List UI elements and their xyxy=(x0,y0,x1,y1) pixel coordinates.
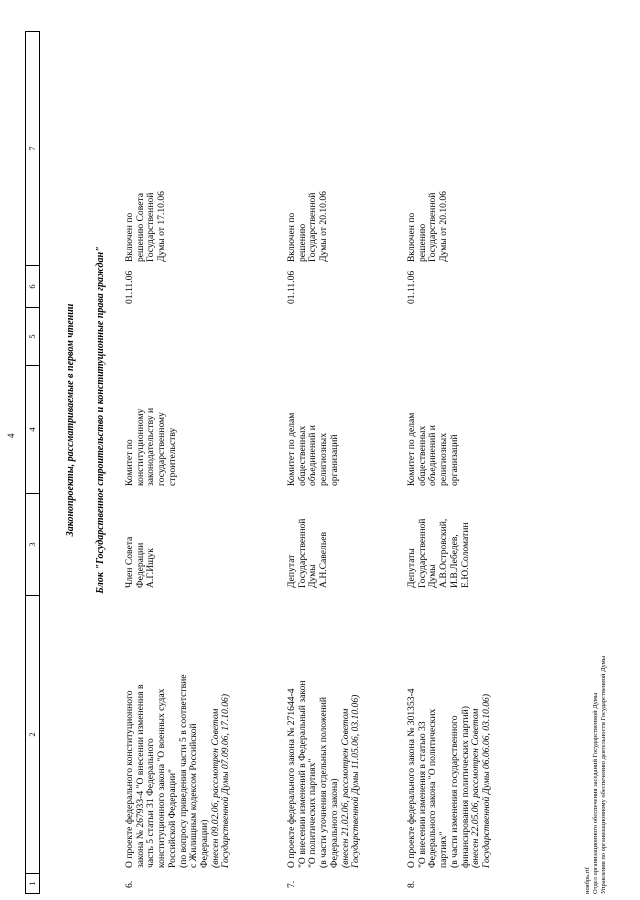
status-line: Государственной xyxy=(145,192,157,262)
col-num-1: 1 xyxy=(26,873,39,893)
bill-description xyxy=(287,610,362,868)
status-line: Включен по xyxy=(286,212,297,262)
footer-filename: ноябрь.rtf xyxy=(584,867,591,894)
committee-line: законодательству и xyxy=(145,407,157,486)
inclusion-status xyxy=(125,172,168,262)
bill-description xyxy=(407,610,493,868)
bill-description xyxy=(125,610,232,868)
committee-line: организаций xyxy=(448,434,460,486)
committee-line: Комитет по делам xyxy=(286,412,297,486)
status-line: решению Совета xyxy=(134,192,146,262)
bill-title-line: "О внесении изменения в статью 33 xyxy=(416,721,428,868)
status-line: Включен по xyxy=(124,212,135,262)
row-number: 7. xyxy=(286,880,297,888)
author-line: Думы xyxy=(427,564,439,588)
bill-title-line: закона № 267933-4 "О внесении изменения в xyxy=(134,684,146,868)
col-num-2: 2 xyxy=(26,595,39,873)
bill-author xyxy=(407,494,471,588)
bill-title-line: О проекте федерального закона № 301353-4 xyxy=(406,688,417,868)
author-line: А.Н.Савельев xyxy=(318,532,330,588)
inclusion-status xyxy=(287,172,330,262)
bill-title-line: Федерации) xyxy=(198,819,210,868)
bill-title-line: "О политических партиях" xyxy=(307,758,319,868)
bill-author xyxy=(287,494,330,588)
bill-title-line: О проекте федерального закона № 271644-4 xyxy=(286,688,297,868)
author-line: И.В.Лебедев, xyxy=(448,534,460,588)
author-line: Депутаты xyxy=(406,548,417,588)
footer xyxy=(584,656,608,894)
committee-line: общественных xyxy=(416,425,428,486)
bill-note-line: (внесен 09.02.06, рассмотрен Советом xyxy=(209,708,221,868)
committee-line: объединений и xyxy=(427,425,439,486)
author-line: Член Совета xyxy=(124,536,135,588)
committee-line: общественных xyxy=(296,425,308,486)
inclusion-status xyxy=(407,172,450,262)
column-number-row xyxy=(25,31,40,894)
bill-title-line: (в части уточнения отдельных положений xyxy=(318,696,330,868)
bill-title-line: финансирования политических партий) xyxy=(459,706,471,868)
col-num-6: 6 xyxy=(26,265,39,307)
status-line: Думы от 20.10.06 xyxy=(318,191,330,262)
bill-title-line: конституционного закона "О военных судах xyxy=(156,688,168,868)
status-line: Государственной xyxy=(427,192,439,262)
bill-title-line: партиях" xyxy=(438,831,450,868)
author-line: Государственной xyxy=(416,518,428,588)
bill-title-line: Федерального закона) xyxy=(328,778,340,868)
consideration-date: 01.11.06 xyxy=(406,270,417,304)
bill-note-line: (внесен 21.02.06, рассмотрен Советом xyxy=(339,708,351,868)
col-num-5: 5 xyxy=(26,307,39,365)
bill-title-line: Федерального закона "О политических xyxy=(427,708,439,868)
author-line: А.В.Островский, xyxy=(438,518,450,588)
committee-line: Комитет по делам xyxy=(406,412,417,486)
consideration-date: 01.11.06 xyxy=(124,270,135,304)
status-line: Думы от 17.10.06 xyxy=(156,191,168,262)
bill-note-line: Государственной Думы 06.06.06, 03.10.06) xyxy=(480,693,492,868)
row-number: 6. xyxy=(124,880,135,888)
bill-title-line: (в части изменения государственного xyxy=(448,715,460,868)
committee-line: конституционному xyxy=(134,408,146,486)
status-line: решению xyxy=(296,223,308,262)
bill-title-line: с Жилищным кодексом Российской xyxy=(188,723,200,868)
status-line: Думы от 20.10.06 xyxy=(438,191,450,262)
row-number: 8. xyxy=(406,880,417,888)
consideration-date: 01.11.06 xyxy=(286,270,297,304)
bill-title-line: О проекте федерального конституционного xyxy=(124,690,135,868)
status-line: решению xyxy=(416,223,428,262)
page-number: 4 xyxy=(6,433,16,438)
committee-line: религиозных xyxy=(318,432,330,486)
author-line: Государственной xyxy=(296,518,308,588)
committee-line: Комитет по xyxy=(124,439,135,486)
block-title: Блок "Государственное строительство и конституционные права граждан" xyxy=(95,246,106,594)
col-num-7: 7 xyxy=(27,146,37,151)
bill-title-line: Российской Федерации" xyxy=(166,769,178,868)
committee-line: религиозных xyxy=(438,432,450,486)
bill-note-line: (внесен 22.05.06, рассмотрен Советом xyxy=(470,708,482,868)
footer-directorate: Управления по организационному обеспечению деятельности Государственной Думы xyxy=(600,655,607,894)
section-title: Законопроекты, рассматриваемые в первом чтении xyxy=(65,303,76,537)
author-line: Депутат xyxy=(286,554,297,588)
col-num-4: 4 xyxy=(26,365,39,493)
committee-line: организаций xyxy=(328,434,340,486)
bill-title-line: "О внесении изменений в Федеральный закон xyxy=(296,680,308,868)
bill-author xyxy=(125,494,157,588)
bill-title-line: (по вопросу приведения части 5 в соответствие xyxy=(177,674,189,868)
footer-department: Отдел организационного обеспечения заседаний Государственной Думы xyxy=(592,692,599,894)
responsible-committee xyxy=(125,376,179,486)
author-line: Е.Ю.Соломатин xyxy=(459,522,471,588)
committee-line: строительству xyxy=(166,427,178,486)
committee-line: объединений и xyxy=(307,425,319,486)
responsible-committee xyxy=(407,376,461,486)
bill-note-line: Государственной Думы 07.09.06, 17.10.06) xyxy=(220,693,232,868)
bill-title-line: часть 5 статьи 31 Федерального xyxy=(145,738,157,868)
author-line: Думы xyxy=(307,564,319,588)
responsible-committee xyxy=(287,376,341,486)
author-line: Федерации xyxy=(134,542,146,588)
status-line: Включен по xyxy=(406,212,417,262)
bill-note-line: Государственной Думы 11.05.06, 03.10.06) xyxy=(350,694,362,868)
status-line: Государственной xyxy=(307,192,319,262)
author-line: А.Г.Ищук xyxy=(145,548,157,588)
col-num-3: 3 xyxy=(26,493,39,595)
committee-line: государственному xyxy=(156,412,168,486)
